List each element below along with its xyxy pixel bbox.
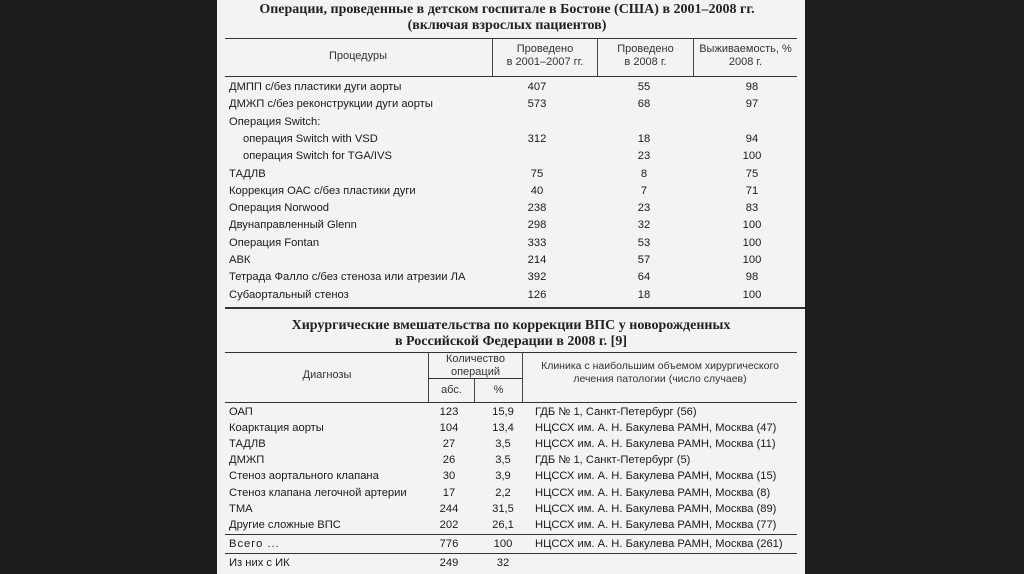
ik-label: Из них с ИК: [229, 557, 290, 569]
survival-value: 71: [745, 184, 759, 197]
done-2008-value: 23: [637, 202, 651, 215]
done-2008-value: 53: [637, 236, 651, 249]
done-2008-value: 7: [640, 184, 648, 197]
table1-row: [217, 200, 805, 217]
count-pct-value: 15,9: [492, 406, 514, 418]
clinic-name: НЦССХ им. А. Н. Бакулева РАМН, Москва (11): [535, 438, 776, 451]
table1-row: [217, 217, 805, 234]
diagnosis-name: Стеноз клапана легочной артерии: [229, 486, 407, 499]
table1-bottom-rule: [225, 307, 805, 309]
header-line: Проведено: [617, 43, 674, 55]
done-2001-2007-value: 214: [527, 254, 547, 266]
table2-row: [217, 468, 805, 485]
table2-header-rule: [225, 402, 797, 403]
survival-value: 100: [742, 288, 762, 301]
procedure-name: операция Switch with VSD: [243, 132, 378, 145]
done-2008-value: 68: [637, 98, 651, 111]
count-pct-value: 31,5: [492, 502, 514, 515]
table2-header-abs: абс.: [441, 384, 462, 396]
procedure-name: ДМПП с/без пластики дуги аорты: [229, 81, 402, 93]
count-abs-value: 202: [439, 518, 459, 531]
done-2001-2007-value: 407: [527, 81, 547, 93]
count-abs-value: 26: [442, 454, 456, 467]
done-2001-2007-value: 40: [530, 184, 544, 197]
procedure-name: АВК: [229, 254, 251, 266]
procedure-name: Операция Fontan: [229, 236, 320, 249]
slide-background-left: [0, 0, 216, 574]
header-line: в 2001–2007 гг.: [506, 56, 584, 68]
clinic-name: НЦССХ им. А. Н. Бакулева РАМН, Москва (47): [535, 422, 777, 435]
header-line: Клиника с наибольшим объемом хирургического: [541, 360, 779, 372]
done-2008-value: 57: [637, 254, 651, 266]
count-pct-value: 3,5: [495, 438, 511, 451]
done-2008-value: 8: [640, 167, 648, 180]
table1-row: [217, 166, 805, 183]
table1-title-line1: Операции, проведенные в детском госпитале в Бостоне (США) в 2001–2008 гг.: [259, 2, 755, 17]
count-pct-value: 3,5: [495, 454, 511, 467]
done-2001-2007-value: 126: [527, 288, 547, 301]
table1-header-procedures: Процедуры: [328, 50, 387, 62]
total-label: Всего ...: [229, 538, 280, 550]
done-2001-2007-value: 312: [527, 132, 547, 145]
procedure-name: Коррекция ОАС с/без пластики дуги: [229, 184, 416, 197]
table2-row: [217, 452, 805, 469]
header-line: в 2008 г.: [624, 56, 667, 68]
procedure-name: Тетрада Фалло с/без стеноза или атрезии ЛА: [229, 271, 466, 284]
done-2008-value: 64: [637, 271, 651, 284]
header-line: 2008 г.: [728, 56, 763, 68]
done-2001-2007-value: 573: [527, 98, 547, 111]
table2-ik-row: [217, 555, 805, 572]
header-line: лечения патологии (число случаев): [573, 373, 747, 385]
clinic-name: ГДБ № 1, Санкт-Петербург (5): [535, 454, 691, 467]
count-pct-value: 26,1: [492, 518, 514, 531]
count-pct-value: 3,9: [495, 470, 511, 483]
header-line: Выживаемость, %: [699, 43, 792, 55]
header-line: операций: [450, 366, 501, 378]
ik-pct: 32: [496, 557, 510, 569]
done-2001-2007-value: 333: [527, 236, 547, 249]
table1-header-done-2001-2007: [493, 43, 597, 69]
clinic-name: НЦССХ им. А. Н. Бакулева РАМН, Москва (15): [535, 470, 777, 483]
table2-row: [217, 404, 805, 421]
table2-total-rule: [225, 534, 797, 535]
count-abs-value: 17: [442, 486, 456, 499]
count-pct-value: 2,2: [495, 486, 511, 499]
count-pct-value: 13,4: [492, 422, 514, 435]
survival-value: 98: [745, 81, 759, 93]
table1-row: [217, 287, 805, 304]
clinic-name: ГДБ № 1, Санкт-Петербург (56): [535, 406, 697, 418]
done-2008-value: 18: [637, 132, 651, 145]
table2-row: [217, 501, 805, 518]
survival-value: 94: [745, 132, 759, 145]
survival-value: 100: [742, 150, 762, 163]
survival-value: 97: [745, 98, 759, 111]
survival-value: 75: [745, 167, 759, 180]
diagnosis-name: Другие сложные ВПС: [229, 518, 341, 531]
table1-row: [217, 252, 805, 269]
total-pct: 100: [493, 538, 513, 550]
done-2001-2007-value: 238: [527, 202, 547, 215]
table2-title-line2: в Российской Федерации в 2008 г. [9]: [395, 334, 627, 349]
survival-value: 83: [745, 202, 759, 215]
done-2001-2007-value: 75: [530, 167, 544, 180]
diagnosis-name: Коарктация аорты: [229, 422, 324, 435]
diagnosis-name: ДМЖП: [229, 454, 265, 467]
procedure-name: Субаортальный стеноз: [229, 288, 349, 301]
procedure-name: Двунаправленный Glenn: [229, 219, 357, 232]
table1-row: [217, 148, 805, 165]
table2-ik-rule: [225, 553, 797, 554]
done-2008-value: 18: [637, 288, 651, 301]
done-2001-2007-value: 392: [527, 271, 547, 284]
table1-row: [217, 96, 805, 113]
procedure-name: Операция Switch:: [229, 115, 321, 128]
table1-row: [217, 131, 805, 148]
table1-row: [217, 235, 805, 252]
done-2008-value: 32: [637, 219, 651, 232]
table1-header-done-2008: [598, 43, 693, 69]
total-clinic: НЦССХ им. А. Н. Бакулева РАМН, Москва (261): [535, 538, 783, 550]
diagnosis-name: ТМА: [229, 502, 253, 515]
done-2008-value: 55: [637, 81, 651, 93]
total-abs: 776: [439, 538, 459, 550]
header-line: Проведено: [516, 43, 574, 55]
table1-header-rule: [225, 76, 797, 77]
done-2008-value: 23: [637, 150, 651, 163]
table1-row: [217, 114, 805, 131]
diagnosis-name: Стеноз аортального клапана: [229, 470, 379, 483]
survival-value: 100: [742, 254, 762, 266]
table2-title-line1: Хирургические вмешательства по коррекции ВПС у новорожденных: [291, 318, 731, 333]
procedure-name: ТАДЛВ: [229, 167, 266, 180]
count-abs-value: 27: [442, 438, 456, 451]
header-line: Количество: [445, 353, 506, 365]
table1-title-line2: (включая взрослых пациентов): [407, 18, 607, 33]
diagnosis-name: ТАДЛВ: [229, 438, 266, 451]
procedure-name: операция Switch for TGA/IVS: [243, 150, 392, 163]
table2-title: [217, 318, 805, 350]
table1-row: [217, 79, 805, 96]
count-abs-value: 30: [442, 470, 456, 483]
clinic-name: НЦССХ им. А. Н. Бакулева РАМН, Москва (8): [535, 486, 771, 499]
table2-header-count: [429, 353, 522, 379]
scanned-page: [217, 0, 805, 574]
survival-value: 100: [742, 236, 762, 249]
table2-row: [217, 517, 805, 534]
survival-value: 98: [745, 271, 759, 284]
table1-header-survival: [694, 43, 797, 69]
table2-row: [217, 420, 805, 437]
table1-top-rule: [225, 38, 797, 39]
diagnosis-name: ОАП: [229, 406, 253, 418]
count-abs-value: 244: [439, 502, 459, 515]
procedure-name: ДМЖП с/без реконструкции дуги аорты: [229, 98, 433, 111]
survival-value: 100: [742, 219, 762, 232]
table2-total-row: [217, 536, 805, 553]
table1-title: [217, 2, 797, 34]
table2-header-clinic: [523, 360, 797, 386]
table2-row: [217, 485, 805, 502]
table2-header-pct: %: [493, 384, 504, 396]
slide-background-right: [806, 0, 1024, 574]
clinic-name: НЦССХ им. А. Н. Бакулева РАМН, Москва (77): [535, 518, 777, 531]
table2-header-diagnoses: Диагнозы: [302, 369, 352, 381]
table1-row: [217, 269, 805, 286]
procedure-name: Операция Norwood: [229, 202, 330, 215]
ik-abs: 249: [439, 557, 459, 569]
clinic-name: НЦССХ им. А. Н. Бакулева РАМН, Москва (89): [535, 502, 777, 515]
count-abs-value: 123: [439, 406, 459, 418]
done-2001-2007-value: 298: [527, 219, 547, 232]
count-abs-value: 104: [439, 422, 459, 435]
table1-row: [217, 183, 805, 200]
table2-row: [217, 436, 805, 453]
